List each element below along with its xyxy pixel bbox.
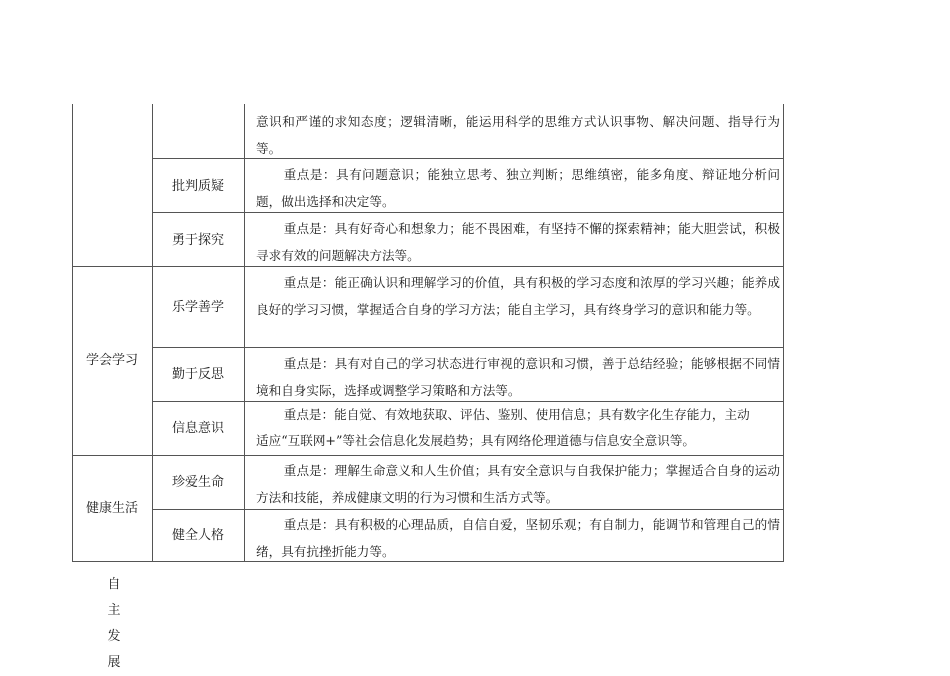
row-name-reflection: 勤于反思 <box>171 367 224 382</box>
row-name-sound-personality: 健全人格 <box>171 528 224 543</box>
row-description-line-clipped: 适应“互联网+”等社会信息化发展趋势；具有网络伦理道德与信息安全意识等。 <box>256 433 696 448</box>
row-divider <box>152 158 784 159</box>
row-name-enjoy-learning: 乐学善学 <box>171 300 224 315</box>
col-divider-1 <box>152 104 153 562</box>
category-learning: 学会学习 <box>85 353 138 368</box>
vertical-heading-char: 发 <box>107 629 121 644</box>
row-description: 重点是：具有积极的心理品质，自信自爱，坚韧乐观；有自制力，能调节和管理自己的情绪，具有抗挫折能力等。 <box>256 517 780 559</box>
row-description: 意识和严谨的求知态度；逻辑清晰，能运用科学的思维方式认识事物、解决问题、指导行为等。 <box>256 114 780 156</box>
row-description: 重点是：具有问题意识；能独立思考、独立判断；思维缜密，能多角度、辩证地分析问题，做出选择和决定等。 <box>256 167 780 209</box>
core-literacy-table <box>72 104 784 562</box>
row-description: 重点是：能正确认识和理解学习的价值，具有积极的学习态度和浓厚的学习兴趣；能养成良好的学习习惯，掌握适合自身的学习方法；能自主学习，具有终身学习的意识和能力等。 <box>256 275 780 317</box>
table-border-left <box>72 104 73 562</box>
row-description: 重点是：具有对自己的学习状态进行审视的意识和习惯，善于总结经验；能够根据不同情境和自身实际，选择或调整学习策略和方法等。 <box>256 356 780 398</box>
vertical-heading-char: 自 <box>107 577 121 592</box>
row-name-critical-questioning: 批判质疑 <box>171 179 224 194</box>
vertical-heading <box>104 572 124 676</box>
row-divider <box>72 455 784 456</box>
row-description-line: 重点是：能自觉、有效地获取、评估、鉴别、使用信息；具有数字化生存能力，主动 <box>283 407 750 422</box>
category-healthy-living: 健康生活 <box>85 501 138 516</box>
row-description: 重点是：理解生命意义和人生价值；具有安全意识与自我保护能力；掌握适合自身的运动方法和技能，养成健康文明的行为习惯和生活方式等。 <box>256 463 780 505</box>
row-name-information-awareness: 信息意识 <box>171 421 224 436</box>
table-border-right <box>783 104 784 562</box>
row-name-cherish-life: 珍爱生命 <box>171 475 224 490</box>
row-name-inquiry: 勇于探究 <box>171 233 224 248</box>
col-divider-2 <box>244 104 245 562</box>
row-divider <box>152 509 784 510</box>
row-description: 重点是：具有好奇心和想象力；能不畏困难，有坚持不懈的探索精神；能大胆尝试，积极寻求有效的问题解决方法等。 <box>256 221 780 263</box>
row-description <box>256 402 780 455</box>
vertical-heading-char: 主 <box>107 603 121 618</box>
vertical-heading-char: 展 <box>107 655 121 670</box>
